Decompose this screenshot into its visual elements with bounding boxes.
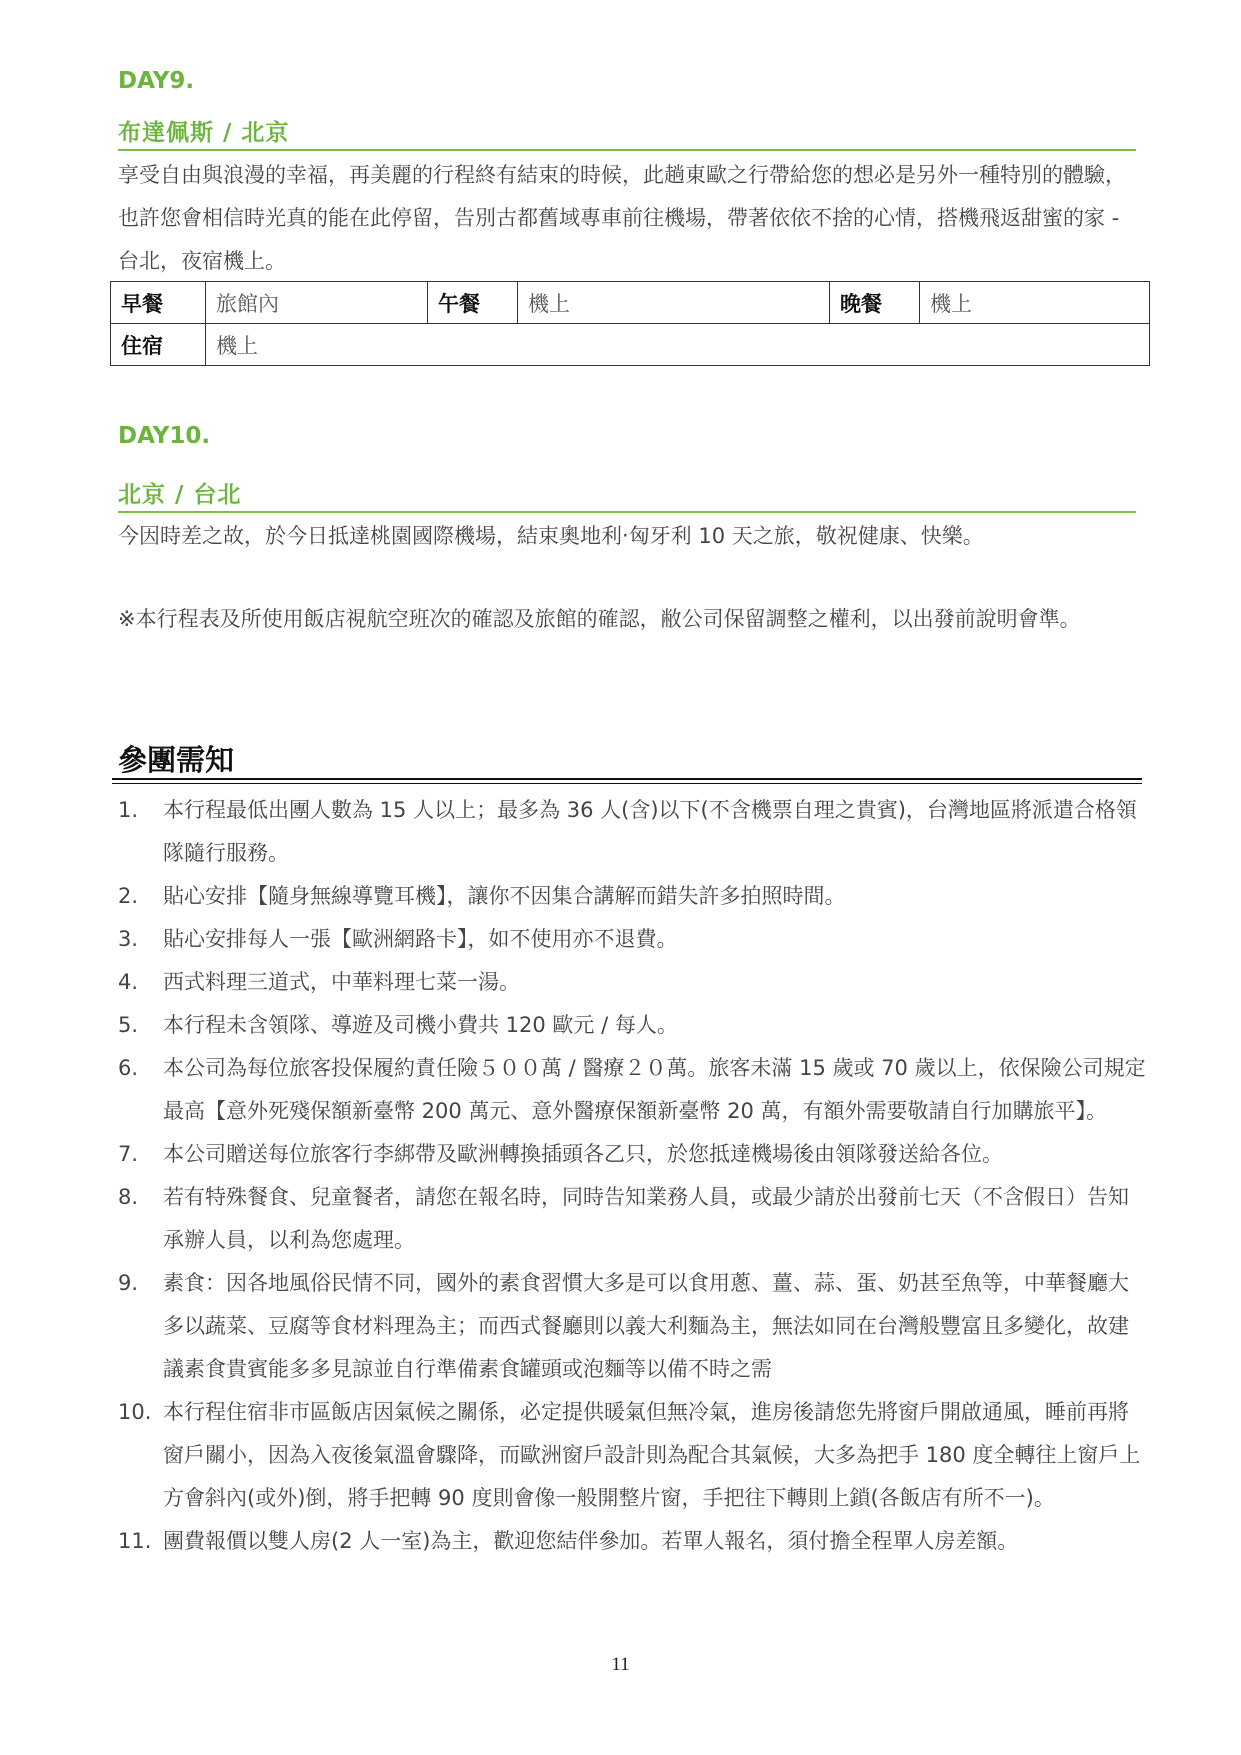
day9-route: 布達佩斯 / 北京 <box>118 114 1136 151</box>
hotel-label: 住宿 <box>111 324 206 366</box>
notice-item-text: 團費報價以雙人房(2 人一室)為主，歡迎您結伴參加。若單人報名，須付擔全程單人房差額。 <box>163 1529 1019 1553</box>
notice-item-text: 本行程住宿非市區飯店因氣候之關係，必定提供暖氣但無冷氣，進房後請您先將窗戶開啟通風，睡前再將窗戶關小，因為入夜後氣溫會驟降，而歐洲窗戶設計則為配合其氣候，大多為把手 180 度全轉往上窗戶上方會斜內(或外)倒，將手把轉 90 度則會像一般開整片窗，手把往下轉則上鎖(各飯店有所不一)。 <box>163 1400 1141 1510</box>
notice-item-text: 本行程未含領隊、導遊及司機小費共 120 歐元 / 每人。 <box>163 1013 678 1037</box>
notice-item-number: 7. <box>118 1142 139 1166</box>
notice-item <box>118 1520 1148 1563</box>
notice-item <box>118 961 1148 1004</box>
notice-item-number: 11. <box>118 1529 152 1553</box>
notice-item <box>118 875 1148 918</box>
notice-item-text: 若有特殊餐食、兒童餐者，請您在報名時，同時告知業務人員，或最少請於出發前七天（不含假日）告知承辦人員，以利為您處理。 <box>163 1185 1129 1252</box>
day10-description: 今因時差之故，於今日抵達桃園國際機場，結束奧地利‧匈牙利 10 天之旅，敬祝健康、快樂。 <box>118 524 984 548</box>
disclaimer: ※本行程表及所使用飯店視航空班次的確認及旅館的確認，敝公司保留調整之權利，以出發前說明會準。 <box>118 607 1081 631</box>
lunch-value: 機上 <box>518 282 830 324</box>
notice-item-text: 本行程最低出團人數為 15 人以上；最多為 36 人(含)以下(不含機票自理之貴賓)，台灣地區將派遣合格領隊隨行服務。 <box>163 798 1137 865</box>
notice-item <box>118 1047 1148 1133</box>
notice-item-text: 素食：因各地風俗民情不同，國外的素食習慣大多是可以食用蔥、薑、蒜、蛋、奶甚至魚等，中華餐廳大多以蔬菜、豆腐等食材料理為主；而西式餐廳則以義大利麵為主，無法如同在台灣般豐富且多變化，故建議素食貴賓能多多見諒並自行準備素食罐頭或泡麵等以備不時之需 <box>163 1271 1129 1381</box>
day10-label: DAY10. <box>118 423 211 449</box>
hotel-value: 機上 <box>206 324 1150 366</box>
lunch-label: 午餐 <box>428 282 518 324</box>
notice-item-text: 西式料理三道式，中華料理七菜一湯。 <box>163 970 520 994</box>
notice-item-number: 1. <box>118 798 139 822</box>
breakfast-value: 旅館內 <box>206 282 428 324</box>
notice-item-number: 6. <box>118 1056 139 1080</box>
notice-item <box>118 1262 1148 1391</box>
notice-item <box>118 1391 1148 1520</box>
notice-item-number: 4. <box>118 970 139 994</box>
breakfast-label: 早餐 <box>111 282 206 324</box>
day9-description: 享受自由與浪漫的幸福，再美麗的行程終有結束的時候，此趟東歐之行帶給您的想必是另外一種特別的體驗，也許您會相信時光真的能在此停留，告別古都舊域專車前往機場，帶著依依不捨的心情，搭機飛返甜蜜的家 - 台北，夜宿機上。 <box>118 163 1126 273</box>
notice-item-number: 2. <box>118 884 139 908</box>
notice-title: 參團需知 <box>118 743 235 777</box>
day9-meals-table <box>110 281 1150 366</box>
notice-item-number: 8. <box>118 1185 139 1209</box>
notice-item-text: 本公司為每位旅客投保履約責任險５００萬 / 醫療２０萬。旅客未滿 15 歲或 70 歲以上，依保險公司規定最高【意外死殘保額新臺幣 200 萬元、意外醫療保額新臺幣 20 萬，有額外需要敬請自行加購旅平】。 <box>163 1056 1146 1123</box>
dinner-value: 機上 <box>920 282 1150 324</box>
notice-list <box>118 789 1148 1563</box>
notice-item <box>118 1133 1148 1176</box>
notice-item-text: 本公司贈送每位旅客行李綁帶及歐洲轉換插頭各乙只，於您抵達機場後由領隊發送給各位。 <box>163 1142 1003 1166</box>
day10-route: 北京 / 台北 <box>118 476 1136 513</box>
notice-item <box>118 1176 1148 1262</box>
notice-item-number: 9. <box>118 1271 139 1295</box>
dinner-label: 晚餐 <box>830 282 920 324</box>
notice-item <box>118 789 1148 875</box>
page-number: 11 <box>611 1654 630 1675</box>
notice-item-text: 貼心安排每人一張【歐洲網路卡】，如不使用亦不退費。 <box>163 927 678 951</box>
day9-label: DAY9. <box>118 68 195 94</box>
notice-item-number: 5. <box>118 1013 139 1037</box>
notice-item <box>118 918 1148 961</box>
notice-item-number: 3. <box>118 927 139 951</box>
notice-item-number: 10. <box>118 1400 152 1424</box>
notice-item-text: 貼心安排【隨身無線導覽耳機】，讓你不因集合講解而錯失許多拍照時間。 <box>163 884 846 908</box>
title-divider <box>112 778 1142 784</box>
notice-item <box>118 1004 1148 1047</box>
